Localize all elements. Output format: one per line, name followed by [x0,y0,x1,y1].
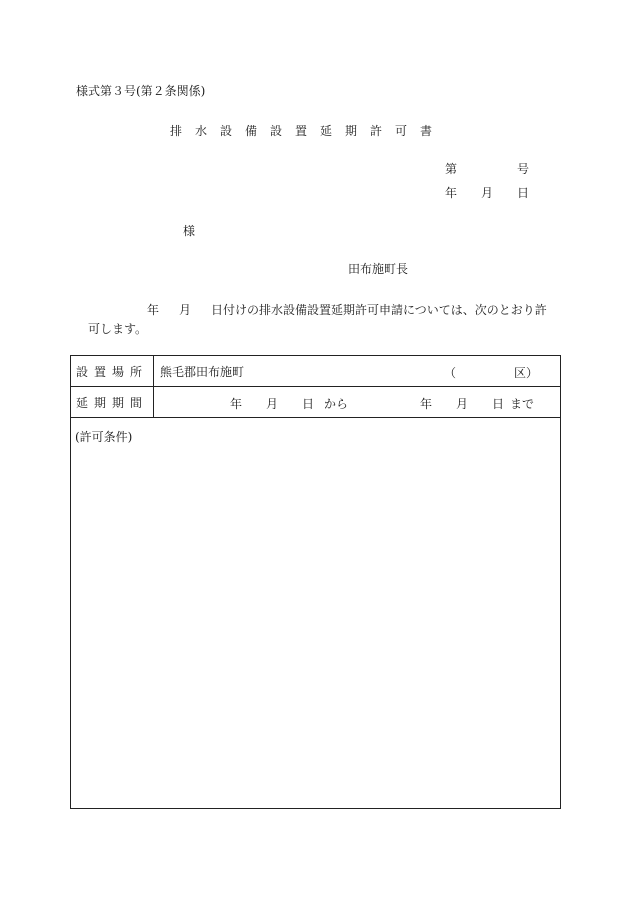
start-year-label: 年 [230,397,243,411]
issue-year-label: 年 [445,186,458,200]
conditions-label: (許可条件) [75,430,133,444]
permit-statement-line1: 日付けの排水設備設置延期許可申請については、次のとおり許 [211,303,547,317]
start-day-label: 日 [302,397,315,411]
number-suffix: 号 [517,162,530,176]
period-value [154,387,561,418]
end-year-label: 年 [420,397,433,411]
end-day-label: 日 [492,397,505,411]
permit-statement [76,301,556,339]
document-title: 排水設備設置延期許可書 [170,124,446,138]
period-until: まで [510,397,535,411]
start-month-label: 月 [266,397,279,411]
period-row [71,387,561,418]
permit-table [70,355,561,809]
location-town: 熊毛郡田布施町 [160,364,245,379]
issue-day-label: 日 [517,186,530,200]
location-label: 設置場所 [71,356,154,387]
period-label: 延期期間 [71,387,154,418]
number-prefix: 第 [445,162,458,176]
issue-month-label: 月 [481,186,494,200]
application-year-label: 年 [147,303,160,317]
conditions-cell [71,418,561,809]
location-ward: 区） [513,366,538,380]
conditions-row [71,418,561,809]
permit-statement-line2: 可します。 [88,322,148,336]
issuer-name: 田布施町長 [348,262,409,276]
location-value [154,356,561,387]
addressee-honorific: 様 [183,224,196,238]
period-from: から [324,397,349,411]
end-month-label: 月 [456,397,469,411]
location-paren-open: （ [444,366,457,380]
application-month-label: 月 [179,303,192,317]
form-number: 様式第３号(第２条関係) [76,84,206,98]
location-row [71,356,561,387]
